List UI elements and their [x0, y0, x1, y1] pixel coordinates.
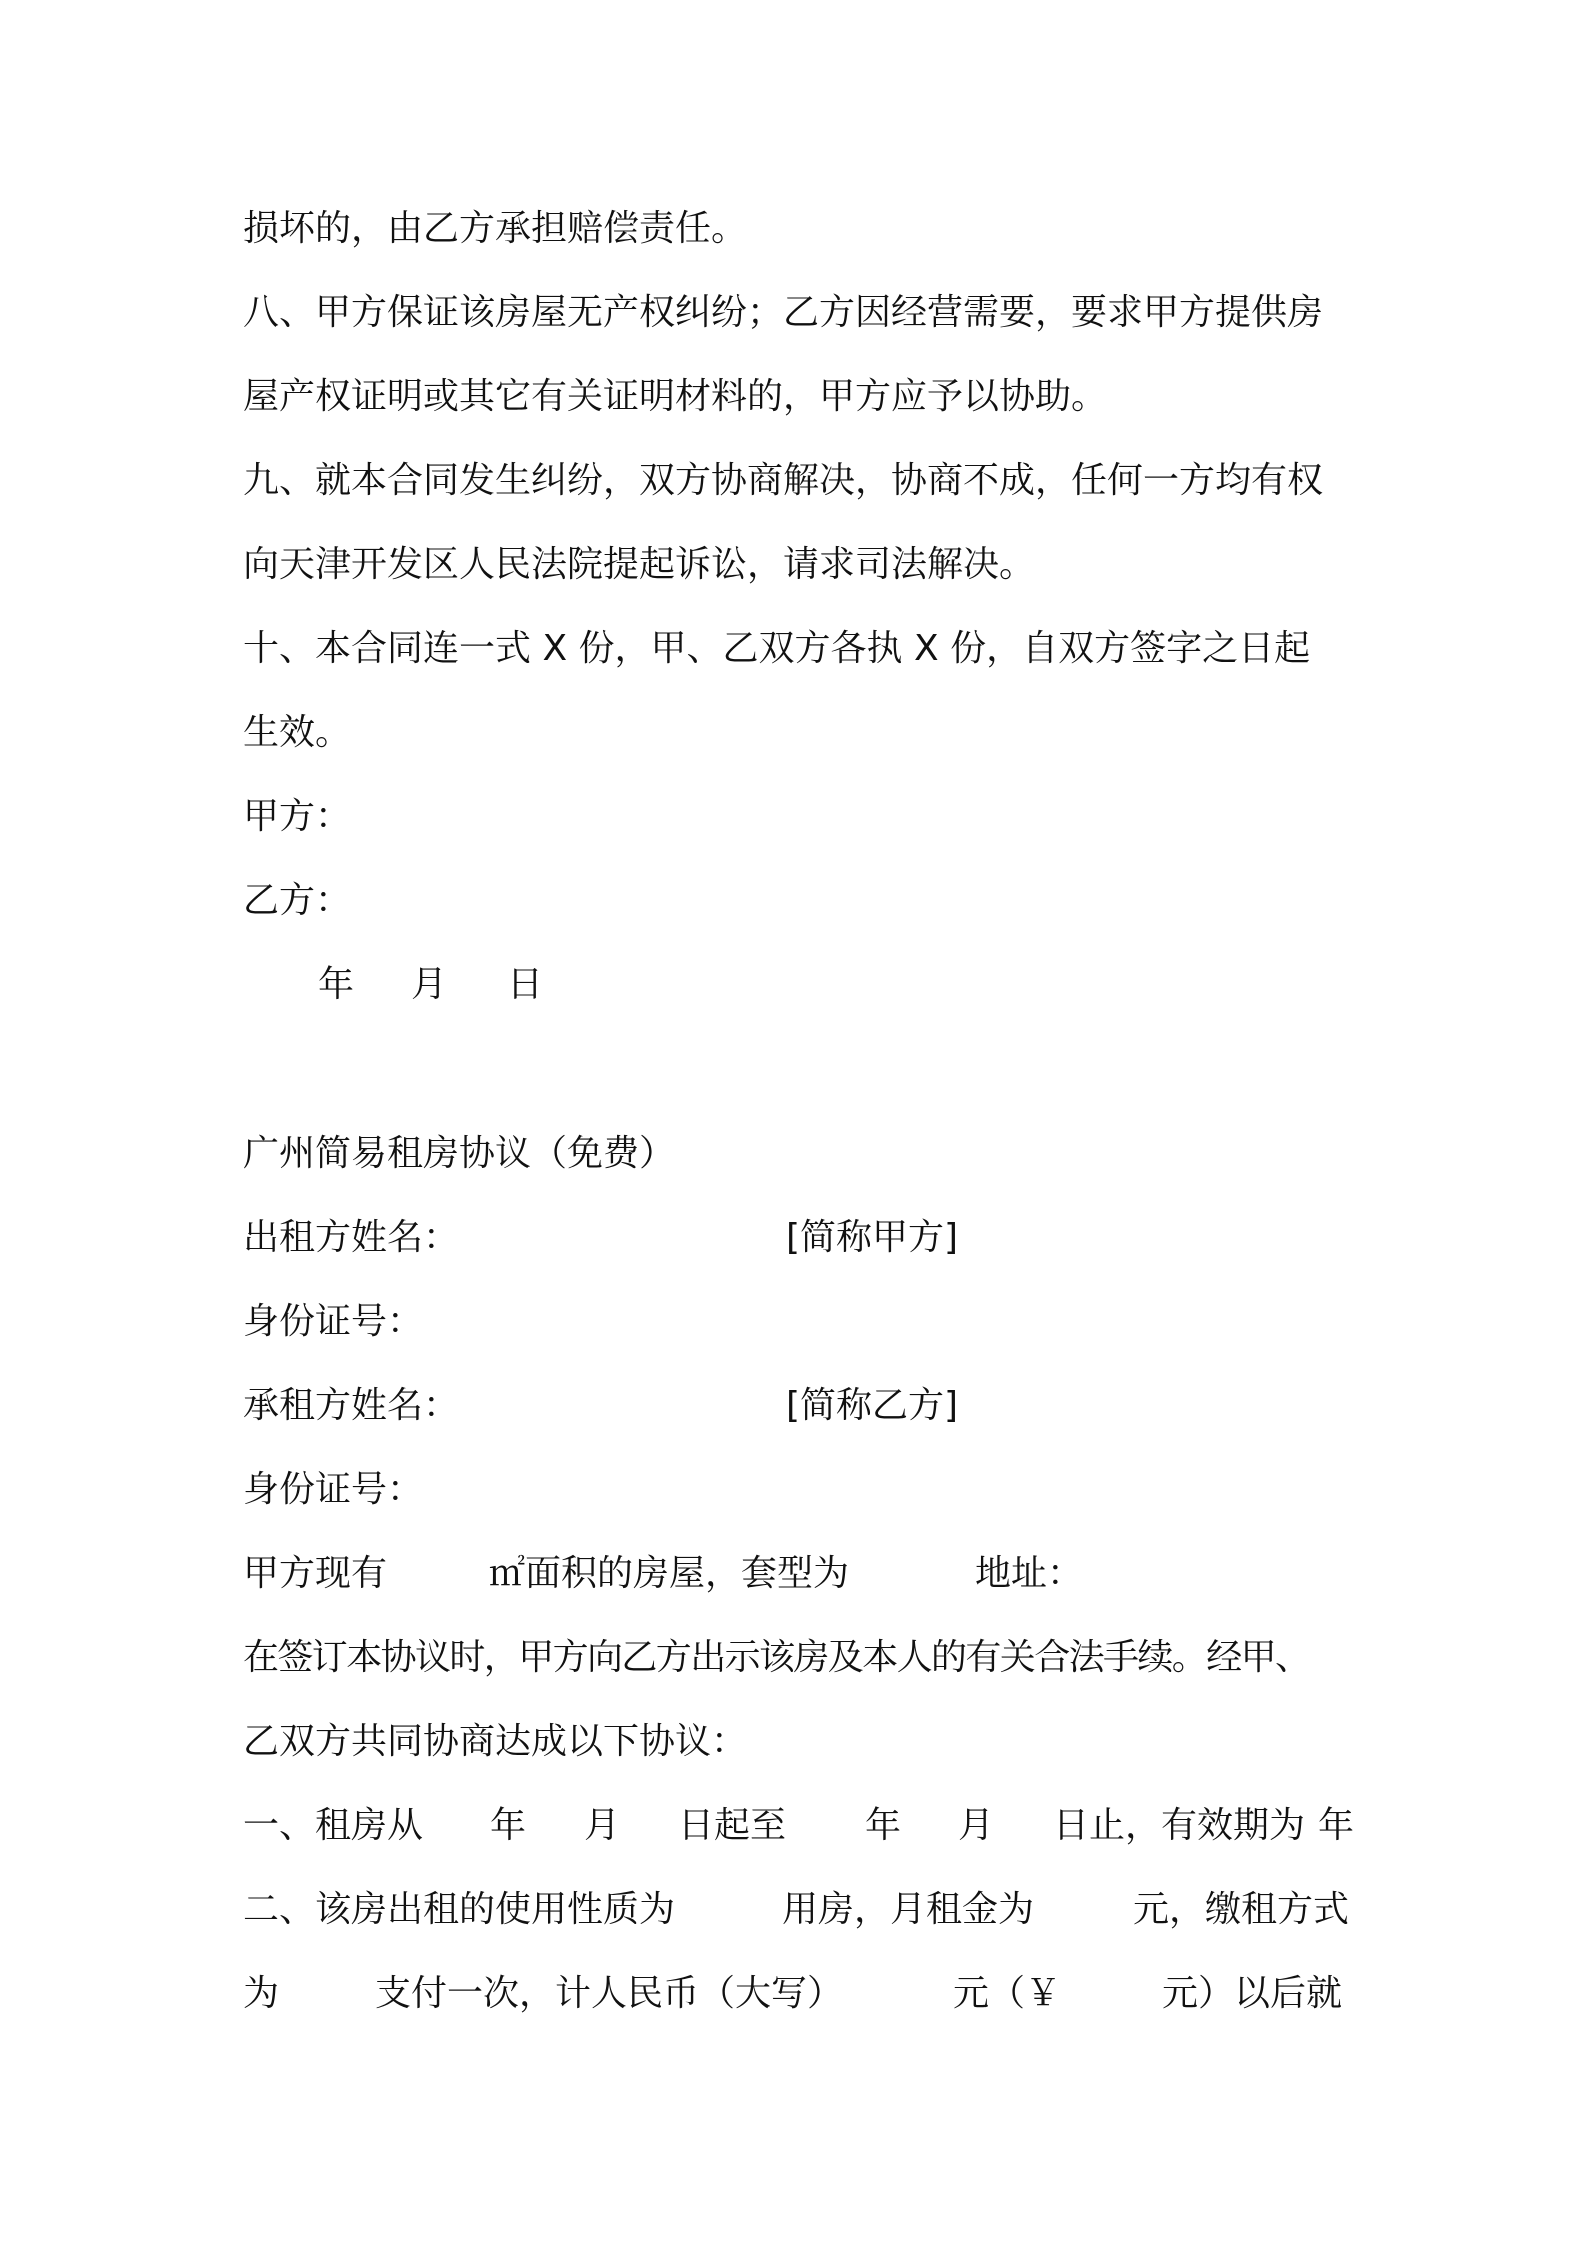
clause1-month2: 月 — [958, 1805, 995, 1846]
clause7-tail: 损坏的，由乙方承担赔偿责任。 — [243, 208, 748, 249]
clause8-line1: 八、甲方保证该房屋无产权纠纷；乙方因经营需要，要求甲方提供房 — [243, 292, 1324, 333]
house-area-type: ㎡面积的房屋，套型为 — [489, 1553, 850, 1594]
clause1-prefix: 一、租房从 — [243, 1805, 424, 1846]
lessor-short-name: [简称甲方] — [786, 1217, 959, 1258]
clause10-line2: 生效。 — [243, 712, 352, 753]
clause1-year3: 年 — [1318, 1805, 1355, 1846]
clause1-day1: 日起至 — [678, 1805, 787, 1846]
clause1-month1: 月 — [584, 1805, 621, 1846]
agreement-title: 广州简易租房协议（免费） — [243, 1133, 676, 1174]
clause9-line2: 向天津开发区人民法院提起诉讼，请求司法解决。 — [243, 544, 1036, 585]
clause2-prefix: 二、该房出租的使用性质为 — [243, 1889, 676, 1930]
clause3-yuan: 元（￥ — [953, 1973, 1062, 2014]
date-year: 年 — [318, 964, 355, 1005]
clause1-year1: 年 — [490, 1805, 527, 1846]
clause3-suffix: 元）以后就 — [1162, 1973, 1343, 2014]
lessee-id-label: 身份证号： — [243, 1469, 424, 1510]
party-b-signature-label: 乙方： — [243, 880, 352, 921]
lessee-name-label: 承租方姓名： — [243, 1385, 460, 1426]
clause1-day2: 日止，有效期为 — [1053, 1805, 1306, 1846]
clause2-rent-label: 用房，月租金为 — [782, 1889, 1035, 1930]
lessor-id-label: 身份证号： — [243, 1301, 424, 1342]
house-address-label: 地址： — [975, 1553, 1084, 1594]
clause3-prefix: 为 — [243, 1973, 280, 2014]
lessor-name-label: 出租方姓名： — [243, 1217, 460, 1258]
clause2-payment-label: 元，缴租方式 — [1133, 1889, 1350, 1930]
date-day: 日 — [507, 964, 544, 1005]
clause9-line1: 九、就本合同发生纠纷，双方协商解决，协商不成，任何一方均有权 — [243, 460, 1324, 501]
lessee-short-name: [简称乙方] — [786, 1385, 959, 1426]
date-month: 月 — [411, 964, 448, 1005]
clause10-line1: 十、本合同连一式 X 份，甲、乙双方各执 X 份，自双方签字之日起 — [243, 628, 1311, 669]
clause1-year2: 年 — [865, 1805, 902, 1846]
intro-line2: 乙双方共同协商达成以下协议： — [243, 1721, 748, 1762]
house-info-prefix: 甲方现有 — [243, 1553, 388, 1594]
party-a-signature-label: 甲方： — [243, 796, 352, 837]
intro-line1: 在签订本协议时，甲方向乙方出示该房及本人的有关合法手续。经甲、 — [243, 1637, 1310, 1678]
clause8-line2: 屋产权证明或其它有关证明材料的，甲方应予以协助。 — [243, 376, 1108, 417]
clause3-amount-label: 支付一次，计人民币（大写） — [375, 1973, 844, 2014]
